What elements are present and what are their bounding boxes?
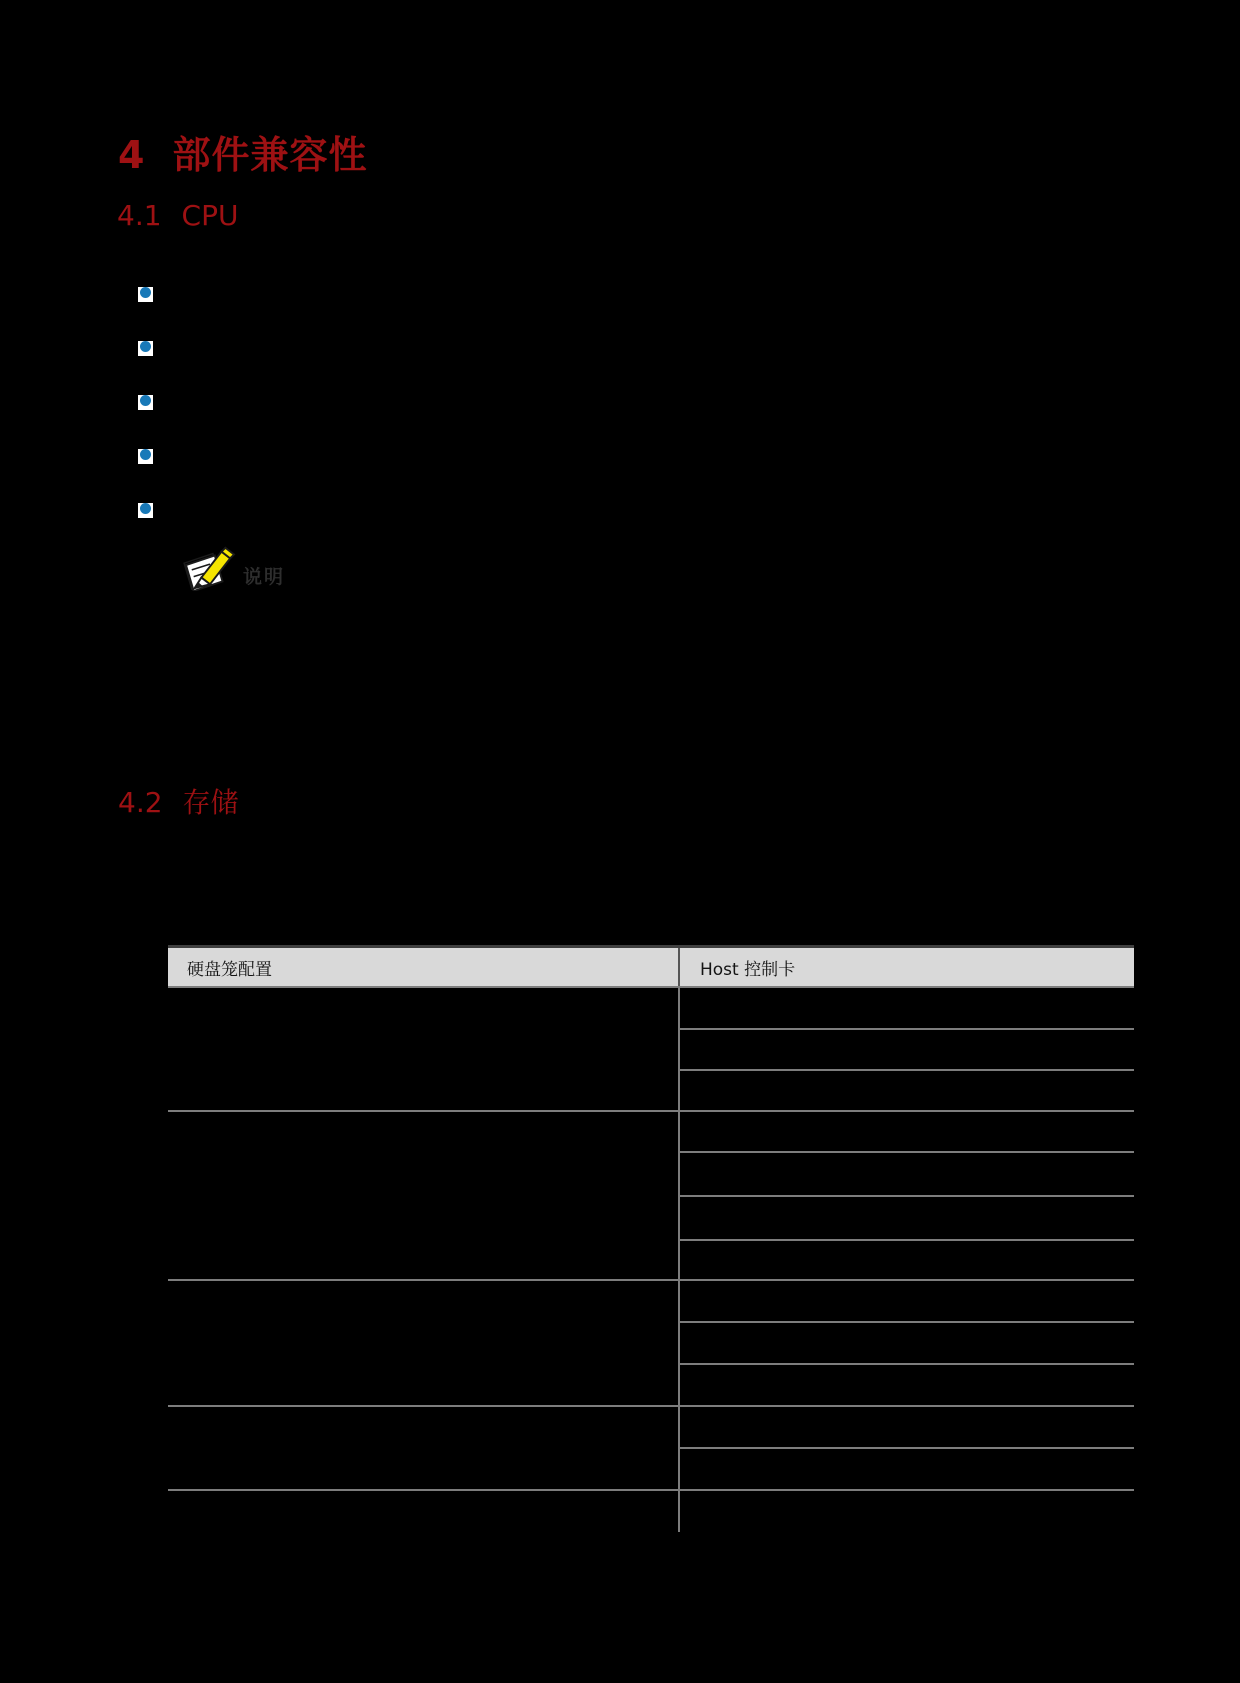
- table-row: [168, 1407, 1134, 1491]
- drive-cage-cell: [168, 1112, 680, 1279]
- list-item-bullet-icon: [138, 395, 153, 410]
- section-number: 4.1: [117, 199, 162, 232]
- drive-cage-cell: [168, 1281, 680, 1405]
- compatibility-table: [168, 945, 1134, 1532]
- section-title: 存储: [182, 786, 239, 819]
- chapter-heading: [118, 124, 367, 179]
- list-item-bullet-icon: [138, 341, 153, 356]
- host-controller-cell: [680, 1281, 1134, 1323]
- host-controller-cell: [680, 1241, 1134, 1279]
- bullet-dot-icon: [140, 503, 151, 514]
- drive-cage-cell: [168, 1407, 680, 1489]
- host-controller-cell-group: [680, 988, 1134, 1110]
- host-controller-cell: [680, 1153, 1134, 1197]
- section-number: 4.2: [118, 786, 163, 819]
- table-row: [168, 1281, 1134, 1407]
- note-label: 说明: [243, 566, 286, 588]
- table-row: [168, 988, 1134, 1112]
- host-controller-cell-group: [680, 1112, 1134, 1279]
- drive-cage-cell: [168, 988, 680, 1110]
- host-controller-cell: [680, 1030, 1134, 1071]
- section-title: CPU: [181, 199, 239, 232]
- chapter-number: 4: [118, 133, 146, 177]
- section-heading-storage: [118, 781, 239, 821]
- host-controller-cell: [680, 1407, 1134, 1449]
- table-body: [168, 988, 1134, 1532]
- host-controller-cell-group: [680, 1491, 1134, 1532]
- bullet-dot-icon: [140, 341, 151, 352]
- bullet-dot-icon: [140, 449, 151, 460]
- host-controller-cell: [680, 988, 1134, 1030]
- host-controller-cell: [680, 1365, 1134, 1405]
- host-controller-cell-group: [680, 1407, 1134, 1489]
- list-item-bullet-icon: [138, 287, 153, 302]
- bullet-list: [138, 285, 153, 557]
- table-row: [168, 1491, 1134, 1532]
- pencil-note-icon: [183, 543, 237, 591]
- chapter-title: 部件兼容性: [172, 133, 368, 177]
- host-controller-cell: [680, 1197, 1134, 1241]
- host-controller-cell: [680, 1112, 1134, 1153]
- column-header-host-controller: Host 控制卡: [700, 959, 796, 980]
- section-heading-cpu: [117, 199, 238, 232]
- list-item-bullet-icon: [138, 449, 153, 464]
- note-block: [183, 543, 285, 591]
- column-header-drive-cage: 硬盘笼配置: [168, 948, 680, 986]
- list-item-bullet-icon: [138, 503, 153, 518]
- table-row: [168, 1112, 1134, 1281]
- host-controller-cell: [680, 1323, 1134, 1365]
- bullet-dot-icon: [140, 395, 151, 406]
- host-controller-cell: [680, 1449, 1134, 1489]
- host-controller-cell: [680, 1491, 1134, 1532]
- host-controller-cell-group: [680, 1281, 1134, 1405]
- table-header-row: [168, 945, 1134, 988]
- bullet-dot-icon: [140, 287, 151, 298]
- host-controller-cell: [680, 1071, 1134, 1110]
- drive-cage-cell: [168, 1491, 680, 1532]
